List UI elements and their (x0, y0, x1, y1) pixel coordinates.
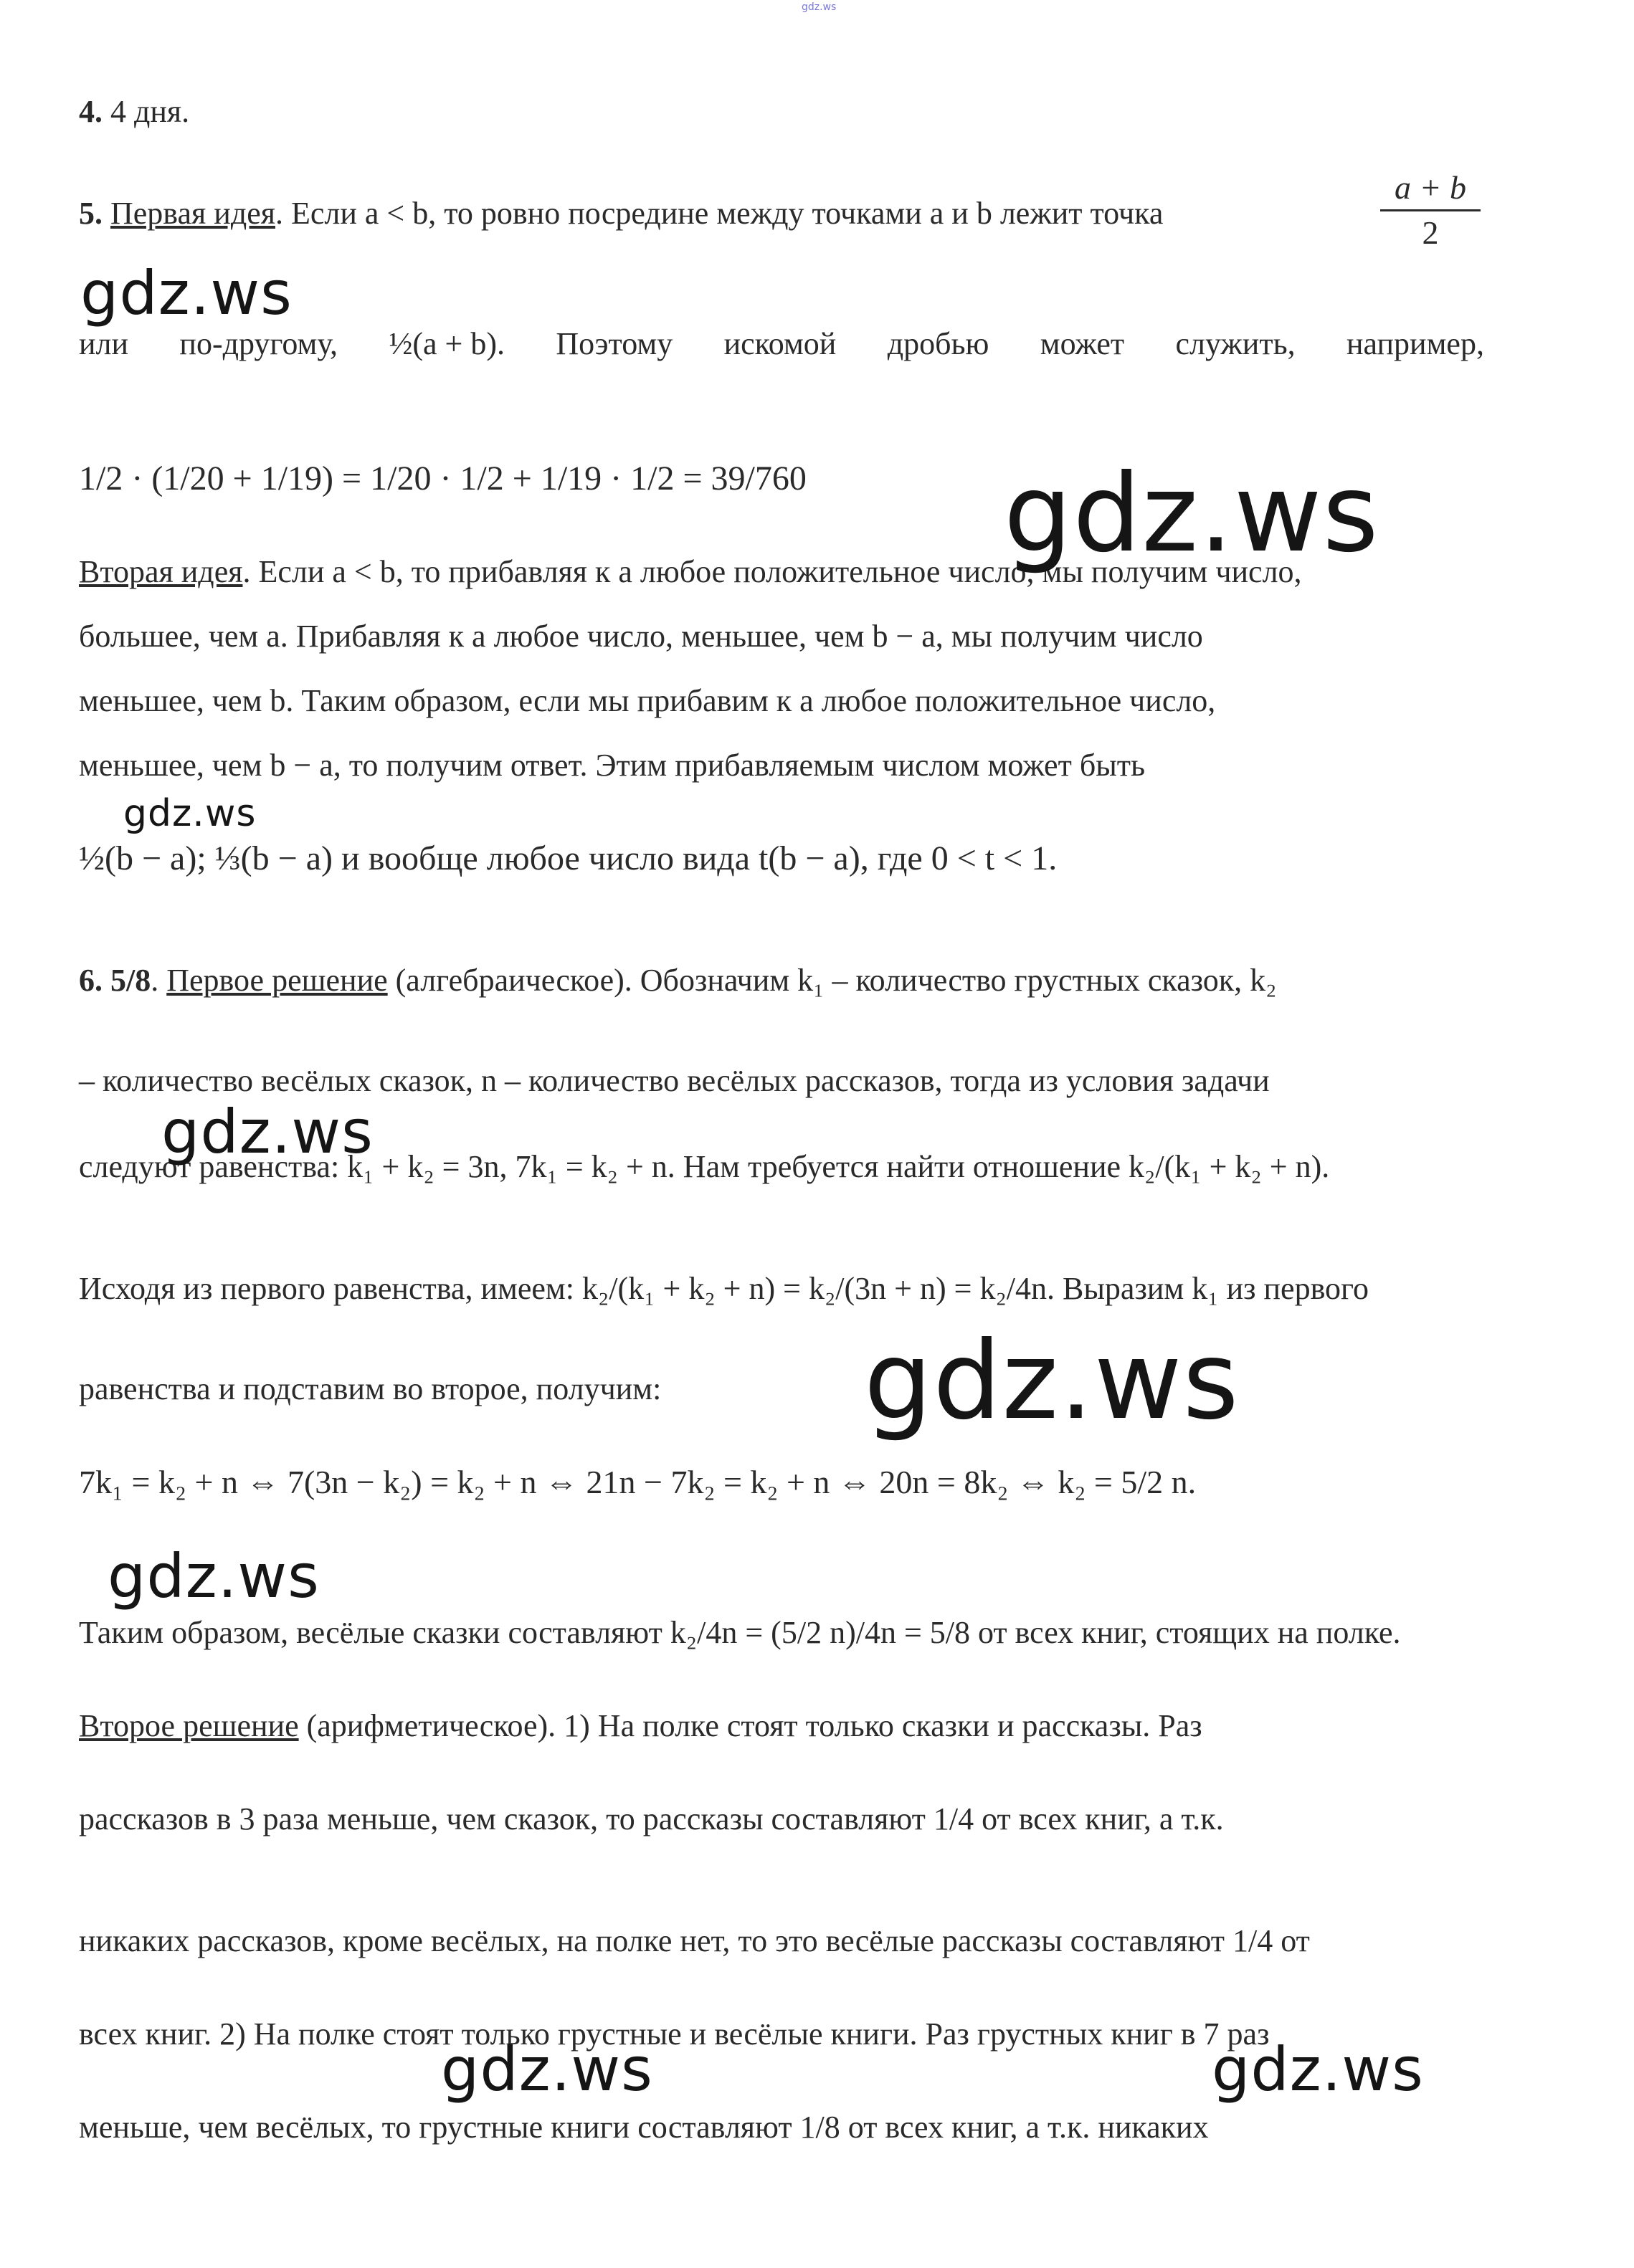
idea-2-label: Вторая идея (79, 554, 243, 589)
problem-6-text-8: (арифметическое). 1) На полке стоят только сказки и рассказы. Раз (306, 1708, 1202, 1743)
word: служить, (1175, 326, 1296, 361)
watermark: gdz.ws (1212, 2034, 1424, 2105)
word: или (79, 326, 129, 361)
problem-6-equation-chain: 7k₁ = k₂ + n ⇔ 7(3n − k₂) = k₂ + n ⇔ 21n − 7k₂ = k₂ + n ⇔ 20n = 8k₂ ⇔ k₂ = 5/2 n. (79, 1464, 1197, 1500)
problem-6-number: 6. (79, 963, 103, 998)
solution-2-label: Второе решение (79, 1708, 299, 1743)
problem-6-line-4: Исходя из первого равенства, имеем: k₂/(k₁ + k₂ + n) = k₂/(3n + n) = k₂/4n. Выразим k₁ из первого (79, 1271, 1369, 1306)
word: ½(a + b). (389, 326, 505, 361)
fraction-numerator: a + b (1380, 166, 1481, 211)
idea-2-line-2: большее, чем a. Прибавляя к a любое число, меньшее, чем b − a, мы получим число (79, 619, 1203, 654)
idea-2-line-4: меньшее, чем b − a, то получим ответ. Этим прибавляемым числом может быть (79, 748, 1146, 783)
problem-5-number: 5. (79, 196, 103, 231)
idea-1-label: Первая идея (110, 196, 275, 231)
problem-5-text-1: . Если a < b, то ровно посредине между точками a и b лежит точка (275, 196, 1164, 231)
problem-4 (79, 92, 1495, 132)
problem-6-line-10: никаких рассказов, кроме весёлых, на полке нет, то это весёлые рассказы составляют 1/4 от (79, 1923, 1310, 1958)
problem-6-line-7: Таким образом, весёлые сказки составляют k₂/4n = (5/2 n)/4n = 5/8 от всех книг, стоящих на полке. (79, 1615, 1401, 1650)
problem-6-line-3: следуют равенства: k₁ + k₂ = 3n, 7k₁ = k₂ + n. Нам требуется найти отношение k₂/(k₁ + k₂ + n). (79, 1149, 1330, 1184)
fraction-denominator: 2 (1422, 214, 1439, 251)
idea-2-text-1: . Если a < b, то прибавляя к a любое положительное число, мы получим число, (242, 554, 1302, 589)
problem-4-number: 4. (79, 94, 103, 129)
problem-5-line-1 (79, 194, 1495, 234)
problem-6-line-1: 6. 5/8. Первое решение (алгебраическое). Обозначим k₁ – количество грустных сказок, k₂ (79, 963, 1277, 998)
problem-6-line-8 (79, 1706, 1495, 1746)
word: дробью (887, 326, 989, 361)
word: Поэтому (556, 326, 673, 361)
problem-6-line-12: меньше, чем весёлых, то грустные книги составляют 1/8 от всех книг, а т.к. никаких (79, 2110, 1209, 2145)
solution-1-label: Первое решение (166, 963, 388, 998)
watermark: gdz.ws (1004, 452, 1379, 576)
problem-6-answer: 5/8 (110, 963, 151, 998)
idea-2-line-3: меньшее, чем b. Таким образом, если мы прибавим к a любое положительное число, (79, 683, 1216, 718)
watermark: gdz.ws (123, 792, 257, 835)
word: по-другому, (179, 326, 338, 361)
watermark: gdz.ws (161, 1097, 374, 1167)
word: например, (1346, 326, 1484, 361)
problem-5-line-2 (79, 324, 1484, 364)
word: может (1040, 326, 1125, 361)
watermark: gdz.ws (80, 258, 293, 328)
site-mark: gdz.ws (802, 1, 837, 13)
formula-sum-fractions: 1/2 · (1/20 + 1/19) = 1/20 · 1/2 + 1/19 · 1/2 = 39/760 (79, 459, 807, 497)
word: искомой (723, 326, 837, 361)
fraction-a-plus-b-over-2 (1380, 166, 1481, 254)
problem-6-line-5: равенства и подставим во второе, получим: (79, 1371, 662, 1406)
watermark: gdz.ws (108, 1541, 320, 1611)
problem-6-text-1: (алгебраическое). Обозначим k₁ – количество грустных сказок, k₂ (395, 963, 1277, 998)
problem-6-line-2: – количество весёлых сказок, n – количество весёлых рассказов, тогда из условия задачи (79, 1063, 1270, 1098)
watermark: gdz.ws (441, 2034, 653, 2105)
watermark: gdz.ws (864, 1319, 1240, 1444)
problem-6-line-11: всех книг. 2) На полке стоят только грустные и весёлые книги. Раз грустных книг в 7 раз (79, 2016, 1270, 2052)
idea-2-line-5: ½(b − a); ⅓(b − a) и вообще любое число вида t(b − a), где 0 < t < 1. (79, 839, 1058, 877)
problem-6-line-9: рассказов в 3 раза меньше, чем сказок, то рассказы составляют 1/4 от всех книг, а т.к. (79, 1801, 1224, 1836)
problem-4-answer: 4 дня. (110, 94, 190, 129)
